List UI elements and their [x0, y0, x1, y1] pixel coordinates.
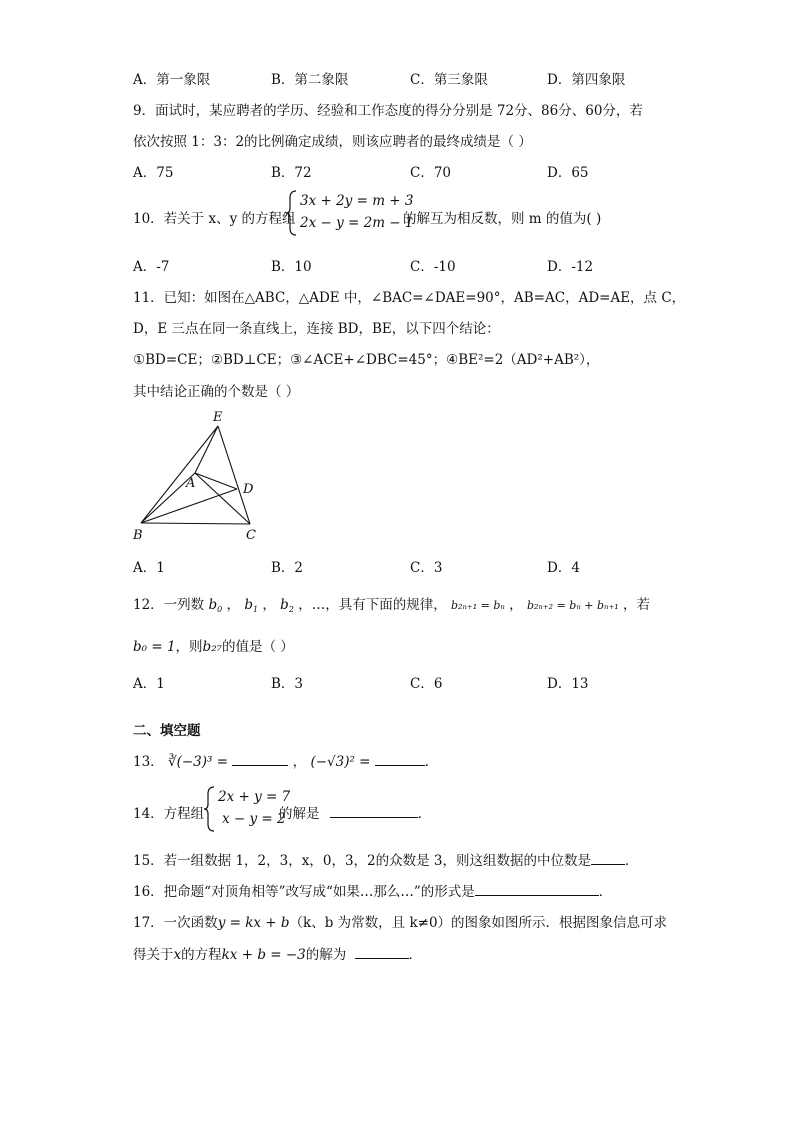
q12-line2 [133, 635, 294, 655]
q11-option-c[interactable]: C．3 [410, 560, 443, 576]
label-e: E [213, 410, 223, 425]
q12-options [133, 672, 673, 692]
q11-options [133, 556, 673, 576]
q15-text: 15．若一组数据 1，2，3，x，0，3，2的众数是 3，则这组数据的中位数是 [133, 853, 591, 869]
q14-eq1: 2x + y = 7 [218, 789, 291, 805]
q11-triangle-figure [125, 405, 275, 545]
q13-blank1[interactable] [232, 753, 288, 766]
q10-option-c[interactable]: C．-10 [410, 259, 456, 275]
q13-prefix: 13． [133, 754, 164, 770]
q12-ask: ，则 [175, 639, 203, 655]
q12-option-c[interactable]: C．6 [410, 676, 443, 692]
q14-end: ． [417, 806, 432, 822]
q10-suffix: 的解互为相反数，则 m 的值为( ) [403, 211, 602, 227]
q9-option-a[interactable]: A．75 [133, 165, 174, 181]
brace-icon [204, 786, 216, 832]
q8-option-b[interactable]: B．第二象限 [271, 72, 349, 88]
q12-line2-end: 的值是（ ） [222, 639, 294, 655]
q11-text-line4: 其中结论正确的个数是（ ） [133, 384, 300, 400]
q12-b0: $b_0$ [208, 597, 223, 614]
q12-line1: 12．一列数 $b_0$ ， $b_1$ ， $b_2$ ，…，具有下面的规律， b₂ₙ₊₁ = bₙ ， b₂ₙ₊₂ = bₙ + bₙ₊₁ ，若 [133, 597, 651, 614]
segment-bc [141, 523, 250, 524]
q17-line2 [133, 943, 422, 963]
q8-option-a[interactable]: A．第一象限 [133, 72, 211, 88]
q12-given: b₀ = 1 [133, 639, 176, 655]
q13-expr2: (−√3)² = [310, 754, 371, 770]
q11-option-d[interactable]: D．4 [547, 560, 580, 576]
q14-suffix: 的解是 [279, 806, 320, 822]
q15-blank[interactable] [591, 852, 625, 865]
q11-option-b[interactable]: B．2 [271, 560, 304, 576]
q17-line1a: 17．一次函数 [133, 915, 218, 931]
q12-option-b[interactable]: B．3 [271, 676, 304, 692]
q14-eq2: x − y = 2 [222, 811, 286, 827]
q12-prefix: 12．一列数 [133, 597, 205, 613]
q9-options [133, 161, 673, 181]
segment-be [141, 426, 218, 523]
q10-eq1: 3x + 2y = m + 3 [300, 193, 414, 209]
q12-rule2: b₂ₙ₊₂ = bₙ + bₙ₊₁ [526, 599, 619, 612]
q9-text-line1: 9．面试时，某应聘者的学历、经验和工作态度的得分分别是 72分、86分、60分，若 [133, 103, 643, 119]
q12-mid: ，…，具有下面的规律， [298, 597, 447, 613]
q13-line [133, 750, 438, 770]
label-b: B [133, 528, 143, 543]
q16-end: ． [598, 884, 613, 900]
q13-blank2[interactable] [375, 753, 425, 766]
q10-option-d[interactable]: D．-12 [547, 259, 594, 275]
q8-option-d[interactable]: D．第四象限 [547, 72, 626, 88]
q17-eq: kx + b = −3 [221, 947, 306, 963]
q12-b2: $b_2$ [280, 597, 294, 614]
q17-line1 [133, 911, 667, 931]
label-d: D [243, 482, 254, 497]
q11-text-line3: ①BD=CE；②BD⊥CE；③∠ACE+∠DBC=45°；④BE²=2（AD²+AB²）， [133, 352, 600, 368]
q12-b1: $b_1$ [244, 597, 259, 614]
q16-line [133, 880, 612, 900]
q17-line2a: 得关于 [133, 947, 174, 963]
label-c: C [246, 528, 256, 543]
segment-bd [141, 489, 237, 523]
segment-ad [195, 473, 237, 489]
q14-suffix-line [279, 802, 431, 822]
q10-equation-system [286, 190, 414, 236]
q17-line2b: 的方程 [181, 947, 222, 963]
q12-rule1: b₂ₙ₊₁ = bₙ [451, 599, 505, 612]
q17-line1b: （k、b 为常数，且 k≠0）的图象如图所示．根据图象信息可求 [289, 915, 668, 931]
q13-end: ． [424, 754, 439, 770]
q13-sep: ， [292, 754, 307, 770]
q17-var: x [173, 947, 182, 963]
q8-options [133, 68, 673, 88]
q17-func: y = kx + b [217, 915, 290, 931]
segment-ae [195, 426, 218, 473]
q12-target: b₂₇ [202, 639, 223, 655]
q16-text: 16．把命题“对顶角相等”改写成“如果…那么…”的形式是 [133, 884, 475, 900]
q11-text-line1: 11．已知：如图在△ABC，△ADE 中，∠BAC=∠DAE=90°，AB=AC，AD=AE，点 C， [133, 290, 686, 306]
q17-blank[interactable] [355, 946, 409, 959]
q10-eq2: 2x − y = 2m − 1 [300, 215, 414, 231]
q11-text-line2: D，E 三点在同一条直线上，连接 BD，BE，以下四个结论： [133, 321, 500, 337]
q10-prefix: 10．若关于 x、y 的方程组 [133, 211, 296, 227]
q9-option-b[interactable]: B．72 [271, 165, 312, 181]
q12-line1-end: ，若 [623, 597, 651, 613]
q9-option-d[interactable]: D．65 [547, 165, 589, 181]
q10-option-a[interactable]: A．-7 [133, 259, 170, 275]
q10-options [133, 255, 673, 275]
q11-option-a[interactable]: A．1 [133, 560, 165, 576]
brace-icon [286, 190, 298, 236]
q12-option-d[interactable]: D．13 [547, 676, 589, 692]
q9-text-line2: 依次按照 1：3：2的比例确定成绩，则该应聘者的最终成绩是（ ） [133, 134, 532, 150]
q12-option-a[interactable]: A．1 [133, 676, 165, 692]
q14-blank[interactable] [330, 805, 418, 818]
label-a: A [186, 476, 196, 491]
q14-prefix: 14．方程组 [133, 806, 205, 822]
q15-line [133, 849, 639, 869]
q16-blank[interactable] [475, 883, 599, 896]
q9-option-c[interactable]: C．70 [410, 165, 452, 181]
section-fill-in-title: 二、填空题 [133, 723, 201, 739]
q15-end: ． [625, 853, 639, 869]
q17-line2c: 的解为 [305, 947, 347, 963]
q13-expr1: ∛(−3)³ = [167, 754, 229, 770]
q14-equation-system [204, 786, 291, 832]
q17-end: ． [408, 947, 423, 963]
q10-option-b[interactable]: B．10 [271, 259, 312, 275]
q8-option-c[interactable]: C．第三象限 [410, 72, 488, 88]
